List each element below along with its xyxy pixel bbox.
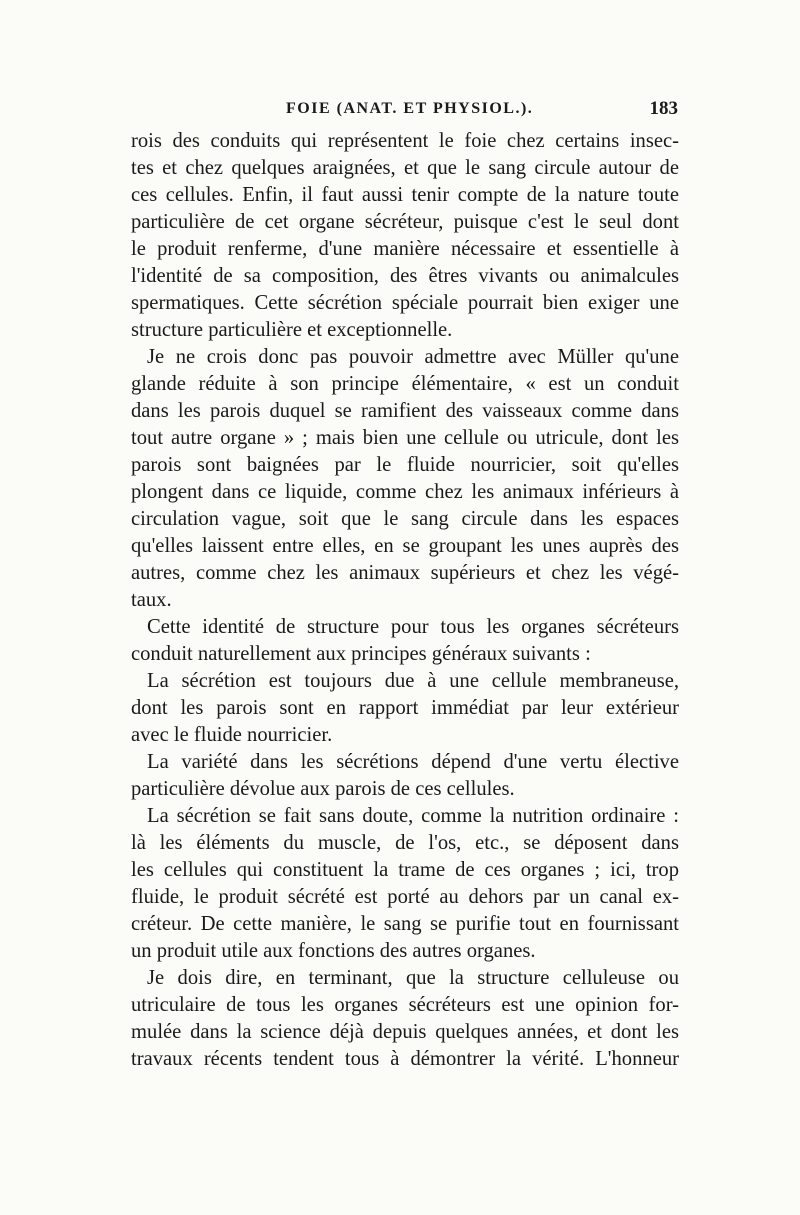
- text-line: taux.: [131, 589, 172, 611]
- text-line: particulière dévolue aux parois de ces cellules.: [131, 778, 515, 800]
- text-line: avec le fluide nourricier.: [131, 724, 333, 746]
- text-line: Je ne crois donc pas pouvoir admettre avec Müller qu'une: [147, 346, 679, 368]
- text-line: travaux récents tendent tous à démontrer la vérité. L'honneur: [131, 1048, 679, 1070]
- page-number: 183: [649, 98, 678, 119]
- text-line: dans les parois duquel se ramifient des vaisseaux comme dans: [131, 400, 679, 422]
- text-line: fluide, le produit sécrété est porté au dehors par un canal ex-: [131, 886, 679, 908]
- text-line: parois sont baignées par le fluide nourricier, soit qu'elles: [131, 454, 679, 476]
- text-line: spermatiques. Cette sécrétion spéciale pourrait bien exiger une: [131, 292, 679, 314]
- text-line: circulation vague, soit que le sang circule dans les espaces: [131, 508, 679, 530]
- running-title: FOIE (ANAT. ET PHYSIOL.).: [286, 100, 534, 117]
- text-line: Je dois dire, en terminant, que la structure celluleuse ou: [147, 967, 679, 989]
- text-line: tout autre organe » ; mais bien une cellule ou utricule, dont les: [131, 427, 679, 449]
- text-line: créteur. De cette manière, le sang se purifie tout en fournissant: [131, 913, 679, 935]
- text-line: plongent dans ce liquide, comme chez les animaux inférieurs à: [131, 481, 679, 503]
- text-line: le produit renferme, d'une manière nécessaire et essentielle à: [131, 238, 679, 260]
- text-line: structure particulière et exceptionnelle.: [131, 319, 453, 341]
- text-line: un produit utile aux fonctions des autres organes.: [131, 940, 536, 962]
- text-line: La sécrétion se fait sans doute, comme la nutrition ordinaire :: [147, 805, 679, 827]
- text-line: Cette identité de structure pour tous les organes sécréteurs: [147, 616, 679, 638]
- text-line: rois des conduits qui représentent le foie chez certains insec-: [131, 130, 679, 152]
- text-line: particulière de cet organe sécréteur, puisque c'est le seul dont: [131, 211, 679, 233]
- text-line: là les éléments du muscle, de l'os, etc., se déposent dans: [131, 832, 679, 854]
- page-header: [130, 100, 680, 128]
- text-line: ces cellules. Enfin, il faut aussi tenir compte de la nature toute: [131, 184, 679, 206]
- text-line: les cellules qui constituent la trame de ces organes ; ici, trop: [131, 859, 679, 881]
- text-line: utriculaire de tous les organes sécréteurs est une opinion for-: [131, 994, 679, 1016]
- text-line: tes et chez quelques araignées, et que le sang circule autour de: [131, 157, 679, 179]
- text-line: conduit naturellement aux principes généraux suivants :: [131, 643, 591, 665]
- body-text: [131, 128, 679, 1073]
- text-line: La variété dans les sécrétions dépend d'une vertu élective: [147, 751, 679, 773]
- text-line: mulée dans la science déjà depuis quelques années, et dont les: [131, 1021, 679, 1043]
- text-line: La sécrétion est toujours due à une cellule membraneuse,: [147, 670, 679, 692]
- text-line: glande réduite à son principe élémentaire, « est un conduit: [131, 373, 679, 395]
- text-line: l'identité de sa composition, des êtres vivants ou animalcules: [131, 265, 679, 287]
- text-line: qu'elles laissent entre elles, en se groupant les unes auprès des: [131, 535, 679, 557]
- text-line: autres, comme chez les animaux supérieurs et chez les végé-: [131, 562, 679, 584]
- text-line: dont les parois sont en rapport immédiat par leur extérieur: [131, 697, 679, 719]
